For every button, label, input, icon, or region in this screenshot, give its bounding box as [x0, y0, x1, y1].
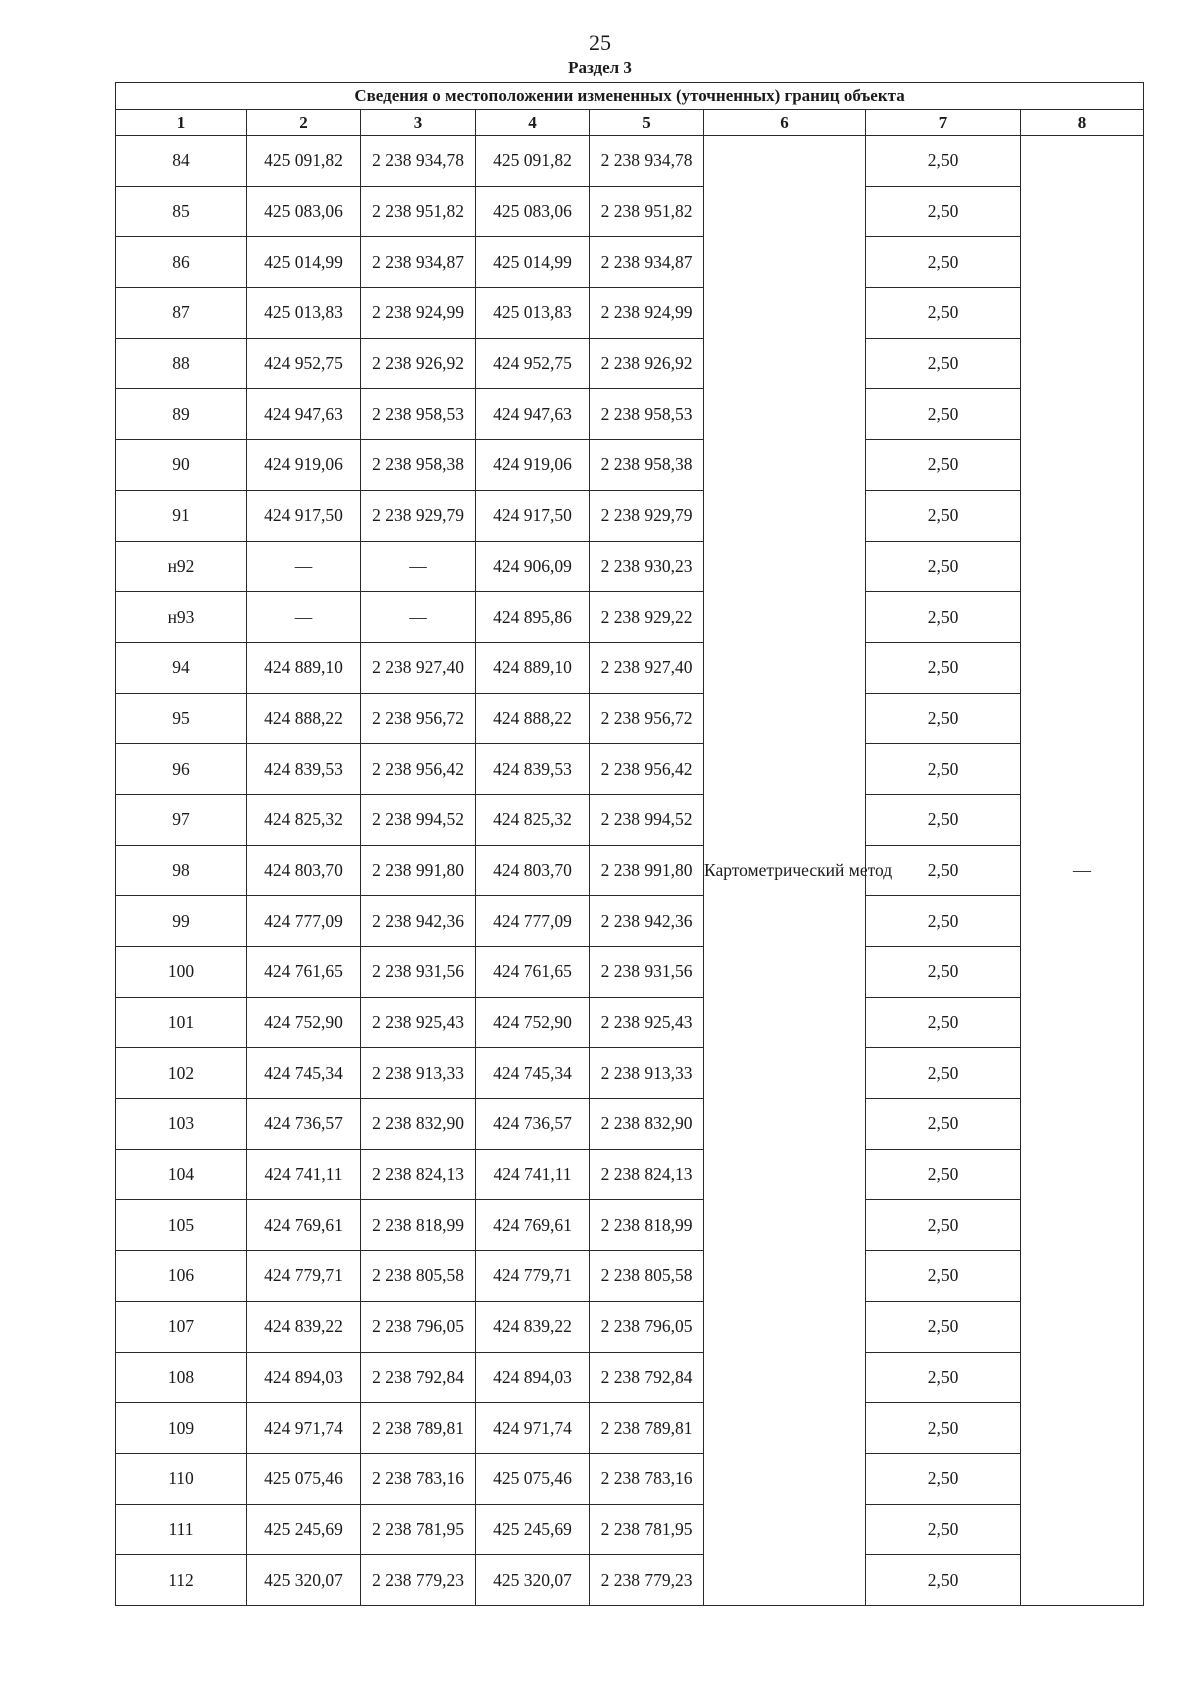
- accuracy-cell: 2,50: [866, 693, 1021, 744]
- accuracy-cell: 2,50: [866, 136, 1021, 187]
- x-old-cell: 425 320,07: [247, 1555, 361, 1606]
- table-row: [116, 896, 1144, 947]
- accuracy-cell: 2,50: [866, 642, 1021, 693]
- x-old-cell: 424 752,90: [247, 997, 361, 1048]
- point-number-cell: 99: [116, 896, 247, 947]
- y-old-cell: 2 238 991,80: [361, 845, 476, 896]
- x-new-cell: 424 839,22: [476, 1301, 590, 1352]
- accuracy-cell: 2,50: [866, 338, 1021, 389]
- point-number-cell: 105: [116, 1200, 247, 1251]
- x-old-cell: 424 889,10: [247, 642, 361, 693]
- point-number-cell: 107: [116, 1301, 247, 1352]
- page-number: 25: [589, 30, 611, 55]
- x-old-cell: 424 741,11: [247, 1149, 361, 1200]
- accuracy-cell: 2,50: [866, 1149, 1021, 1200]
- y-new-cell: 2 238 796,05: [590, 1301, 704, 1352]
- table-row: [116, 288, 1144, 339]
- table-row: [116, 490, 1144, 541]
- x-new-cell: 424 769,61: [476, 1200, 590, 1251]
- point-number-cell: 110: [116, 1453, 247, 1504]
- x-old-cell: 424 825,32: [247, 794, 361, 845]
- point-number-cell: 102: [116, 1048, 247, 1099]
- table-row: [116, 693, 1144, 744]
- y-old-cell: 2 238 994,52: [361, 794, 476, 845]
- accuracy-cell: 2,50: [866, 794, 1021, 845]
- point-number-cell: 86: [116, 237, 247, 288]
- point-number-cell: 88: [116, 338, 247, 389]
- point-number-cell: 89: [116, 389, 247, 440]
- y-old-cell: 2 238 931,56: [361, 947, 476, 998]
- accuracy-cell: 2,50: [866, 389, 1021, 440]
- accuracy-cell: 2,50: [866, 1301, 1021, 1352]
- x-old-cell: 424 745,34: [247, 1048, 361, 1099]
- table-row: [116, 947, 1144, 998]
- x-old-cell: 425 245,69: [247, 1504, 361, 1555]
- table-row: [116, 440, 1144, 491]
- x-old-cell: 424 917,50: [247, 490, 361, 541]
- x-new-cell: 424 745,34: [476, 1048, 590, 1099]
- point-number-cell: 96: [116, 744, 247, 795]
- table-row: [116, 1403, 1144, 1454]
- point-number-cell: 108: [116, 1352, 247, 1403]
- x-old-cell: 424 947,63: [247, 389, 361, 440]
- x-old-cell: 424 952,75: [247, 338, 361, 389]
- y-new-cell: 2 238 781,95: [590, 1504, 704, 1555]
- y-new-cell: 2 238 789,81: [590, 1403, 704, 1454]
- accuracy-cell: 2,50: [866, 592, 1021, 643]
- x-new-cell: 424 919,06: [476, 440, 590, 491]
- point-number-cell: 97: [116, 794, 247, 845]
- accuracy-cell: 2,50: [866, 1504, 1021, 1555]
- table-row: [116, 338, 1144, 389]
- accuracy-cell: 2,50: [866, 440, 1021, 491]
- y-new-cell: 2 238 927,40: [590, 642, 704, 693]
- y-old-cell: 2 238 924,99: [361, 288, 476, 339]
- x-new-cell: 424 761,65: [476, 947, 590, 998]
- y-old-cell: 2 238 925,43: [361, 997, 476, 1048]
- column-number-2: 2: [247, 110, 361, 136]
- accuracy-cell: 2,50: [866, 1555, 1021, 1606]
- table-row: [116, 1301, 1144, 1352]
- table-row: [116, 642, 1144, 693]
- point-number-cell: 112: [116, 1555, 247, 1606]
- column-number-3: 3: [361, 110, 476, 136]
- point-number-cell: н93: [116, 592, 247, 643]
- accuracy-cell: 2,50: [866, 237, 1021, 288]
- accuracy-cell: 2,50: [866, 490, 1021, 541]
- table-row: [116, 136, 1144, 187]
- y-new-cell: 2 238 832,90: [590, 1099, 704, 1150]
- x-new-cell: 424 952,75: [476, 338, 590, 389]
- y-new-cell: 2 238 930,23: [590, 541, 704, 592]
- x-old-cell: 424 839,53: [247, 744, 361, 795]
- x-new-cell: 424 752,90: [476, 997, 590, 1048]
- y-new-cell: 2 238 818,99: [590, 1200, 704, 1251]
- y-old-cell: 2 238 956,72: [361, 693, 476, 744]
- x-old-cell: —: [247, 592, 361, 643]
- y-old-cell: 2 238 951,82: [361, 186, 476, 237]
- y-old-cell: 2 238 929,79: [361, 490, 476, 541]
- table-row: [116, 1504, 1144, 1555]
- section-title: Раздел 3: [568, 58, 632, 77]
- method-cell: Картометрический метод: [704, 136, 866, 1606]
- table-row: [116, 744, 1144, 795]
- y-new-cell: 2 238 991,80: [590, 845, 704, 896]
- x-old-cell: 424 779,71: [247, 1251, 361, 1302]
- y-new-cell: 2 238 942,36: [590, 896, 704, 947]
- y-old-cell: 2 238 934,78: [361, 136, 476, 187]
- point-number-cell: 98: [116, 845, 247, 896]
- column-number-7: 7: [866, 110, 1021, 136]
- x-old-cell: 424 919,06: [247, 440, 361, 491]
- point-number-cell: 90: [116, 440, 247, 491]
- point-number-cell: 87: [116, 288, 247, 339]
- y-old-cell: 2 238 796,05: [361, 1301, 476, 1352]
- column-number-8: 8: [1021, 110, 1144, 136]
- table-row: [116, 1352, 1144, 1403]
- accuracy-cell: 2,50: [866, 1048, 1021, 1099]
- x-new-cell: 424 889,10: [476, 642, 590, 693]
- y-old-cell: 2 238 824,13: [361, 1149, 476, 1200]
- accuracy-cell: 2,50: [866, 896, 1021, 947]
- table-caption: Сведения о местоположении измененных (уточненных) границ объекта: [116, 83, 1144, 110]
- x-new-cell: 425 014,99: [476, 237, 590, 288]
- column-8-cell: —: [1021, 136, 1144, 1606]
- y-old-cell: 2 238 934,87: [361, 237, 476, 288]
- table-row: [116, 845, 1144, 896]
- x-old-cell: 425 014,99: [247, 237, 361, 288]
- boundary-coordinates-table: [115, 82, 1144, 1606]
- x-new-cell: 424 779,71: [476, 1251, 590, 1302]
- y-new-cell: 2 238 783,16: [590, 1453, 704, 1504]
- y-old-cell: 2 238 779,23: [361, 1555, 476, 1606]
- y-new-cell: 2 238 925,43: [590, 997, 704, 1048]
- x-new-cell: 424 917,50: [476, 490, 590, 541]
- table-row: [116, 1555, 1144, 1606]
- accuracy-cell: 2,50: [866, 1251, 1021, 1302]
- table-row: [116, 389, 1144, 440]
- y-new-cell: 2 238 956,42: [590, 744, 704, 795]
- x-new-cell: 424 947,63: [476, 389, 590, 440]
- accuracy-cell: 2,50: [866, 997, 1021, 1048]
- y-old-cell: 2 238 926,92: [361, 338, 476, 389]
- point-number-cell: 111: [116, 1504, 247, 1555]
- y-new-cell: 2 238 958,53: [590, 389, 704, 440]
- point-number-cell: 95: [116, 693, 247, 744]
- y-new-cell: 2 238 929,22: [590, 592, 704, 643]
- accuracy-cell: 2,50: [866, 541, 1021, 592]
- y-new-cell: 2 238 792,84: [590, 1352, 704, 1403]
- x-old-cell: —: [247, 541, 361, 592]
- point-number-cell: 103: [116, 1099, 247, 1150]
- table-row: [116, 1453, 1144, 1504]
- column-number-5: 5: [590, 110, 704, 136]
- x-new-cell: 424 777,09: [476, 896, 590, 947]
- y-new-cell: 2 238 934,87: [590, 237, 704, 288]
- point-number-cell: 104: [116, 1149, 247, 1200]
- point-number-cell: 84: [116, 136, 247, 187]
- accuracy-cell: 2,50: [866, 744, 1021, 795]
- y-new-cell: 2 238 929,79: [590, 490, 704, 541]
- y-old-cell: 2 238 832,90: [361, 1099, 476, 1150]
- x-old-cell: 424 777,09: [247, 896, 361, 947]
- column-number-6: 6: [704, 110, 866, 136]
- column-number-1: 1: [116, 110, 247, 136]
- y-old-cell: 2 238 783,16: [361, 1453, 476, 1504]
- y-old-cell: 2 238 927,40: [361, 642, 476, 693]
- x-new-cell: 424 906,09: [476, 541, 590, 592]
- y-new-cell: 2 238 805,58: [590, 1251, 704, 1302]
- point-number-cell: 100: [116, 947, 247, 998]
- y-new-cell: 2 238 824,13: [590, 1149, 704, 1200]
- point-number-cell: 94: [116, 642, 247, 693]
- accuracy-cell: 2,50: [866, 186, 1021, 237]
- table-row: [116, 1251, 1144, 1302]
- table-row: [116, 997, 1144, 1048]
- table-body: [116, 136, 1144, 1606]
- y-new-cell: 2 238 913,33: [590, 1048, 704, 1099]
- column-number-4: 4: [476, 110, 590, 136]
- accuracy-cell: 2,50: [866, 947, 1021, 998]
- y-new-cell: 2 238 951,82: [590, 186, 704, 237]
- point-number-cell: 91: [116, 490, 247, 541]
- table-row: [116, 794, 1144, 845]
- y-old-cell: 2 238 913,33: [361, 1048, 476, 1099]
- y-old-cell: —: [361, 592, 476, 643]
- y-old-cell: 2 238 789,81: [361, 1403, 476, 1454]
- y-old-cell: 2 238 958,38: [361, 440, 476, 491]
- x-old-cell: 424 894,03: [247, 1352, 361, 1403]
- accuracy-cell: 2,50: [866, 1200, 1021, 1251]
- y-old-cell: 2 238 781,95: [361, 1504, 476, 1555]
- x-old-cell: 424 803,70: [247, 845, 361, 896]
- accuracy-cell: 2,50: [866, 845, 1021, 896]
- x-new-cell: 424 736,57: [476, 1099, 590, 1150]
- accuracy-cell: 2,50: [866, 1453, 1021, 1504]
- x-new-cell: 424 888,22: [476, 693, 590, 744]
- y-old-cell: 2 238 942,36: [361, 896, 476, 947]
- y-old-cell: 2 238 956,42: [361, 744, 476, 795]
- x-old-cell: 425 013,83: [247, 288, 361, 339]
- table-row: [116, 1149, 1144, 1200]
- table-row: [116, 592, 1144, 643]
- table-row: [116, 1048, 1144, 1099]
- point-number-cell: 106: [116, 1251, 247, 1302]
- y-new-cell: 2 238 958,38: [590, 440, 704, 491]
- y-old-cell: —: [361, 541, 476, 592]
- table-row: [116, 541, 1144, 592]
- x-new-cell: 425 013,83: [476, 288, 590, 339]
- table-row: [116, 1099, 1144, 1150]
- table-row: [116, 186, 1144, 237]
- table-row: [116, 1200, 1144, 1251]
- x-old-cell: 424 736,57: [247, 1099, 361, 1150]
- x-old-cell: 424 761,65: [247, 947, 361, 998]
- y-new-cell: 2 238 779,23: [590, 1555, 704, 1606]
- y-old-cell: 2 238 805,58: [361, 1251, 476, 1302]
- x-new-cell: 424 839,53: [476, 744, 590, 795]
- x-new-cell: 424 971,74: [476, 1403, 590, 1454]
- accuracy-cell: 2,50: [866, 288, 1021, 339]
- table-row: [116, 237, 1144, 288]
- y-old-cell: 2 238 792,84: [361, 1352, 476, 1403]
- x-new-cell: 424 894,03: [476, 1352, 590, 1403]
- y-new-cell: 2 238 931,56: [590, 947, 704, 998]
- x-new-cell: 425 245,69: [476, 1504, 590, 1555]
- y-new-cell: 2 238 926,92: [590, 338, 704, 389]
- x-new-cell: 424 741,11: [476, 1149, 590, 1200]
- x-new-cell: 424 825,32: [476, 794, 590, 845]
- accuracy-cell: 2,50: [866, 1099, 1021, 1150]
- x-new-cell: 425 083,06: [476, 186, 590, 237]
- x-old-cell: 424 839,22: [247, 1301, 361, 1352]
- x-new-cell: 424 803,70: [476, 845, 590, 896]
- x-old-cell: 424 888,22: [247, 693, 361, 744]
- accuracy-cell: 2,50: [866, 1403, 1021, 1454]
- point-number-cell: 109: [116, 1403, 247, 1454]
- x-new-cell: 425 075,46: [476, 1453, 590, 1504]
- x-old-cell: 425 075,46: [247, 1453, 361, 1504]
- y-new-cell: 2 238 994,52: [590, 794, 704, 845]
- x-old-cell: 424 971,74: [247, 1403, 361, 1454]
- y-old-cell: 2 238 818,99: [361, 1200, 476, 1251]
- x-old-cell: 424 769,61: [247, 1200, 361, 1251]
- accuracy-cell: 2,50: [866, 1352, 1021, 1403]
- y-new-cell: 2 238 924,99: [590, 288, 704, 339]
- y-new-cell: 2 238 956,72: [590, 693, 704, 744]
- point-number-cell: н92: [116, 541, 247, 592]
- x-new-cell: 425 091,82: [476, 136, 590, 187]
- y-old-cell: 2 238 958,53: [361, 389, 476, 440]
- x-old-cell: 425 091,82: [247, 136, 361, 187]
- x-new-cell: 425 320,07: [476, 1555, 590, 1606]
- point-number-cell: 85: [116, 186, 247, 237]
- y-new-cell: 2 238 934,78: [590, 136, 704, 187]
- point-number-cell: 101: [116, 997, 247, 1048]
- x-old-cell: 425 083,06: [247, 186, 361, 237]
- x-new-cell: 424 895,86: [476, 592, 590, 643]
